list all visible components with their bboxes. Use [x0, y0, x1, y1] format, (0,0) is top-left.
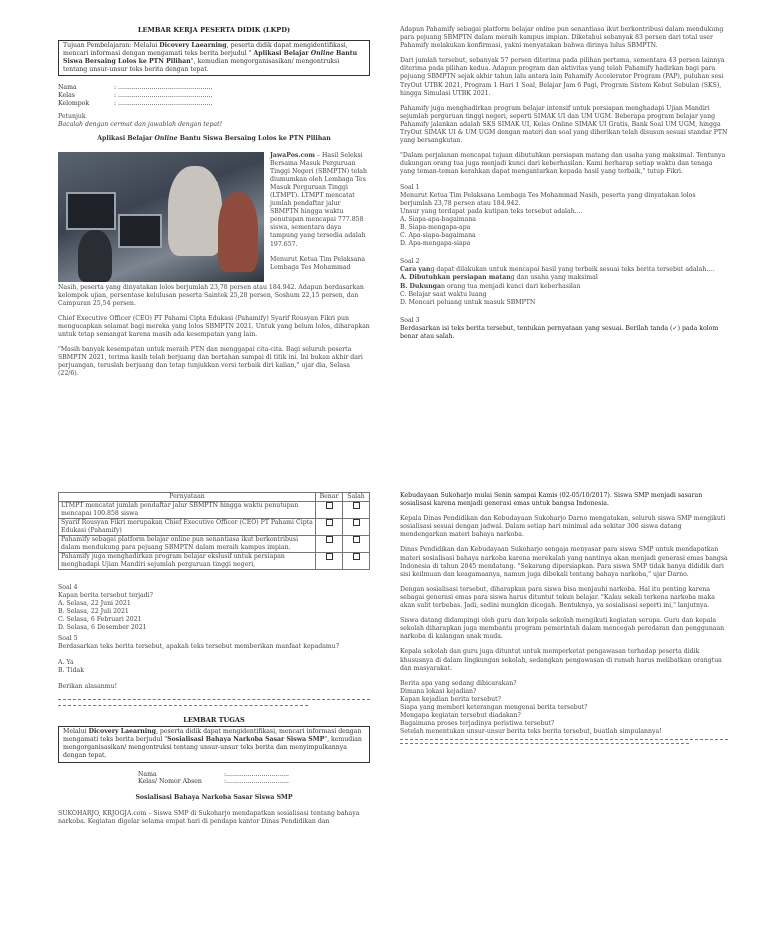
options-list: [400, 216, 728, 248]
article-side-text: JawaPos.com – Hasil Seleksi Bersama Masuk Perguruan Tinggi Negeri (SBMPTN) telah diumumkan oleh Lembaga Tes Masuk Perguruan Tinggi (LTMPT). LTMPT mencatat jumlah pendaftar jalur SBMPTN hingga waktu penutupan mencapai 777.858 siswa, sementara daya tampung yang tersedia adalah 197.657.: [270, 151, 367, 248]
identity-table: [58, 84, 212, 107]
list-item: Kapan kejadian berita tersebut?: [400, 695, 501, 703]
monitor-shape: [118, 214, 162, 248]
article-photo: [58, 152, 264, 282]
article-para: Dinas Pendidikan dan Kebudayaan Sukoharjo sengaja menyasar para siswa SMP untuk mendapatkan materi sosialisasi bahaya narkoba karena merekalah yang nantinya akan menjadi generasi emas bangsa Indonesia di tahun 2045 mendatang. "Sekarang dipersiapkan. Para siswa SMP tidak hanya dididik dari sisi keilmuan dan keagamaanya, namun juga dibekali tentang bahaya narkoba," ujar Darno.: [400, 546, 728, 578]
checkbox-true[interactable]: [326, 502, 333, 509]
option-d[interactable]: D. Mencari peluang untuk masuk SBMPTN: [400, 298, 536, 306]
option-c[interactable]: C. Belajar saat waktu luang: [400, 290, 487, 298]
objective-box: Tujuan Pembelajaran: Melalui Dicovery Laearning, peserta didik dapat mengidentifikasi, mencari informasi dengan mengamati teks berita berjudul " Aplikasi Belajar Online Bantu Siswa Bersaing Lolos ke PTN Pilihan", kemudian mengorganisasikan/ mengontruksi tentang unsur-unsur teks berita dengan tepat.: [58, 40, 370, 76]
answer-line[interactable]: [400, 739, 728, 740]
options-list: [400, 274, 728, 306]
option-b[interactable]: B. Selasa, 22 Juli 2021: [58, 608, 129, 616]
checkbox-false[interactable]: [353, 536, 360, 543]
option-b[interactable]: B. Dukungan orang tua menjadi kunci dari keberhasilan: [400, 282, 581, 290]
table-row: Syarif Rousyan Fikri merupakan Chief Executive Officer (CEO) PT Pahami Cipta Edukasi (Pahamify): [59, 519, 370, 536]
class-number-field[interactable]: :................................: [224, 778, 290, 786]
identity-row: Kelas/ Nomor Absen :................................: [138, 778, 290, 786]
option-a[interactable]: A. Ya: [58, 658, 74, 666]
checkbox-false[interactable]: [353, 502, 360, 509]
page-3: [0, 466, 384, 932]
question-4: Soal 4 Kapan berita tersebut terjadi? A. Selasa, 22 Juni 2021 B. Selasa, 22 Juli 2021 C. Selasa, 6 Februari 2021 D. Selasa, 6 Desember 2021: [58, 584, 370, 633]
header-true: Benar: [316, 493, 343, 502]
person-shape: [78, 230, 112, 282]
page-1: [0, 0, 384, 466]
petunjuk-label: Petunjuk: [58, 113, 86, 121]
name-field[interactable]: : ................................................: [114, 84, 213, 92]
question-3: Soal 3 Berdasarkan isi teks berita tersebut, tentukan pernyataan yang sesuai. Berilah tanda (✓) pada kolom benar atau salah.: [400, 316, 719, 340]
identity-row: Kelas : ................................................: [58, 92, 213, 100]
option-d[interactable]: D. Selasa, 6 Desember 2021: [58, 624, 147, 632]
options-list: [58, 659, 370, 675]
answer-line[interactable]: [58, 705, 308, 706]
option-a[interactable]: A. Siapa-apa-bagaimana: [400, 215, 476, 223]
monitor-shape: [66, 192, 116, 230]
page-4: [384, 466, 768, 932]
checkbox-true[interactable]: [326, 536, 333, 543]
option-a[interactable]: A. Selasa, 22 Juni 2021: [58, 600, 131, 608]
checkbox-true[interactable]: [326, 553, 333, 560]
table-row: Pahamify juga menghadirkan program belajar ekslusif untuk persiapan menghadapi Ujian Mandiri sejumlah perguruan tinggi negeri,: [59, 553, 370, 570]
answer-line[interactable]: [58, 699, 370, 700]
article-para: Pahamify juga menghadirkan program belajar intensif untuk persiapan menghadapi Ujian Mandiri sejumlah perguruan tinggi negeri, seperti SIMAK UI dan UM UGM. Beberapa program belajar yang Pahamify jalankan adalah SKS SIMAK UI, Kelas Online SIMAK UI Gratis, Bank Soal UM UGM, hingga TryOut SIMAK UI & UM UGM dengan materi dan soal yang diberikan telah disusun sesuai standar PTN yang bersangkutan.: [400, 104, 728, 145]
identity-row: Nama : ................................................: [58, 84, 213, 92]
list-item: Siapa yang memberi keterangan mengenai berita tersebut?: [400, 703, 588, 711]
option-c[interactable]: C. Apa-siapa-bagaimana: [400, 232, 476, 240]
table-row: Pahamify sebagai platform belajar online pun senantiasa ikut berkontribusi dalam mendukung para pejuang SBMPTN dalam meraih kampus impian.: [59, 536, 370, 553]
option-c[interactable]: C. Selasa, 6 Februari 2021: [58, 616, 142, 624]
question-5: Soal 5 Berdasarkan teks berita tersebut, apakah teks tersebut memberikan manfaat kepadamu? A. Ya B. Tidak Berikan alasanmu!: [58, 635, 370, 691]
article-para: Dari jumlah tersebut, sebanyak 57 persen diterima pada pilihan pertama, sementara 43 persen lainnya diterima pada pilihan kedua. Adapun program dan aktivitas yang telah Pahamify hadirkan bagi para pejuang SBMPTN sejak akhir tahun lalu antara lain Pahamify Accelerator Program (PAP), puluhan sesi TryOut UTBK 2021, Program 1 Hari 1 Soal, Belajar Jam 6 Pagi, Program Sistem Kebut Sebulan (SKS), hingga Simulasi UTBK 2021.: [400, 57, 725, 97]
checkbox-true[interactable]: [326, 519, 333, 526]
identity-row: Nama :................................: [138, 770, 290, 778]
identity-row: Kelompok : ................................................: [58, 99, 213, 107]
article-para: Siswa datang didampingi oleh guru dan kepala sekolah mengikuti kegiatan serupa. Guru dan kepala sekolah diharapkan juga membantu program pemerintah dalam mencegah peredaran dan penggunaan narkoba di kalangan anak muda.: [400, 617, 725, 641]
article-side-para: Menurut Ketua Tim Pelaksana Lembaga Tes Mohammad: [270, 255, 366, 271]
article-title: Aplikasi Belajar Online Bantu Siswa Bersaing Lolos ke PTN Pilihan: [97, 135, 331, 143]
list-item: Berita apa yang sedang dibicarakan?: [400, 679, 517, 687]
article-para: Chief Executive Officer (CEO) PT Pahami Cipta Edukasi (Pahamify) Syarif Rousyan Fikri pun mengucapkan selamat bagi mereka yang lolos SBMPTN 2021. Untuk yang belum lolos, diharapkan untuk tetap semangat karena masih ada kesempatan yang lain.: [58, 314, 370, 338]
class-field[interactable]: : ................................................: [114, 92, 213, 100]
article-para: Kepala sekolah dan guru juga dituntut untuk memperketat pengawasan terhadap peserta didik khususnya di dalam lingkungan sekolah, sedangkan pengawasan di rumah harus melibatkan orangtua dan masyarakat.: [400, 648, 722, 672]
table-row: LTMPT mencatat jumlah pendaftar jalur SBMPTN hingga waktu penutupan mencapai 100.858 siswa: [59, 502, 370, 519]
person-shape: [168, 166, 222, 256]
table-header-row: [59, 493, 370, 502]
list-item: Bagaimana proses terjadinya peristiwa tersebut?: [400, 720, 555, 728]
article-title: Sosialisasi Bahaya Narkoba Sasar Siswa SMP: [135, 793, 293, 801]
tugas-title: LEMBAR TUGAS: [183, 716, 245, 725]
checkbox-false[interactable]: [353, 519, 360, 526]
tugas-objective-box: Melalui Dicovery Laearning, peserta didik dapat mengidentifikasi, mencari informasi dengan mengamati teks berita berjudul "Sosialisasi Bahaya Narkoba Sasar Siswa SMP", kemudian mengorganisasikan/ mengontruksi tentang unsur-unsur teks berita dan menyimpulkannya dengan tepat.: [58, 726, 370, 762]
lkpd-title: LEMBAR KERJA PESERTA DIDIK (LKPD): [137, 26, 291, 34]
article-lead: SUKOHARJO, KRJOGJA.com – Siswa SMP di Sukoharjo mendapatkan sosialisasi tentang bahaya narkoba. Kegiatan digelar selama empat hari di pendapa kantor Dinas Pendidikan dan: [58, 809, 360, 825]
petunjuk-text: Bacalah dengan cermat dan jawablah dengan tepat!: [58, 121, 223, 129]
answer-line[interactable]: [400, 743, 689, 744]
article-para: Kebudayaan Sukoharjo mulai Senin sampai Kamis (02-05/10/2017). Siswa SMP menjadi sasaran sosialisasi karena menjadi generasi emas untuk bangsa Indonesia.: [400, 492, 703, 508]
options-list: [58, 600, 370, 632]
option-a[interactable]: A. Dibutuhkan persiapan matang dan usaha yang maksimal: [400, 274, 598, 282]
article-para: Nasih, peserta yang dinyatakan lolos berjumlah 23,78 persen atau 184.942. Adapun berdasarkan kelompok ujian, persentase kelulusan peserta Saintek 25,28 persen, Soshum 22,15 persen, dan Campuran 25,54 persen.: [58, 283, 364, 307]
option-d[interactable]: D. Apa-mengapa-siapa: [400, 240, 471, 248]
page-2: [384, 0, 768, 466]
name-field[interactable]: :................................: [224, 770, 290, 778]
list-item: Dimana lokasi kejadian?: [400, 687, 477, 695]
list-item: Mengapa kegiatan tersebut diadakan?: [400, 712, 521, 720]
article-para: Dengan sosialisasi tersebut, diharapkan para siswa bisa menjauhi narkoba. Hal itu penting karena sebagai generasi emas para siswa harus dituntut tekun belajar. "Kalau sekali terkena narkoba maka akan sulit terbebas. Jadi, sedini mungkin dicegah. Bentuknya, ya sosialisasi seperti ini," lanjutnya.: [400, 585, 715, 610]
article-para: Adapun Pahamify sebagai platform belajar online pun senantiasa ikut berkontribusi dalam mendukung para pejuang SBMPTN dalam meraih kampus impian. Diketahui sebanyak 83 persen dari total user Pahamify melakukan konfirmasi, yakni menyatakan bahwa dirinya lulus SBMPTN.: [400, 26, 724, 50]
article-para: "Dalam perjalanan mencapai tujuan dibutuhkan persiapan matang dan usaha yang maksimal. Tentunya dukungan orang tua juga menjadi kunci dari keberhasilan. Kami berharap setiap waktu dan tenaga yang teman-teman kerahkan dapat mengantarkan kepada hasil yang terbaik," tutup Fikri.: [400, 152, 726, 176]
guiding-questions: [400, 680, 728, 737]
statement-table: [58, 492, 370, 570]
question-2: Soal 2 Cara yang dapat dilakukan untuk mencapai hasil yang terbaik sesuai teks berita tersebut adalah.... A. Dibutuhkan persiapan matang dan usaha yang maksimal B. Dukungan orang tua menjadi kunci dari keberhasilan C. Belajar saat waktu luang D. Mencari peluang untuk masuk SBMPTN: [400, 258, 728, 307]
person-shape: [218, 192, 258, 272]
header-statement: Pernyataan: [59, 493, 316, 502]
checkbox-false[interactable]: [353, 553, 360, 560]
question-1: Soal 1 Menurut Ketua Tim Pelaksana Lembaga Tes Mohammad Nasih, peserta yang dinyatakan lolos berjumlah 23,78 persen atau 184.942. Unsur yang terdapat pada kutipan teks tersebut adalah.... A. Siapa-apa-bagaimana B. Siapa-mengapa-apa C. Apa-siapa-bagaimana D. Apa-mengapa-siapa: [400, 184, 728, 249]
header-false: Salah: [343, 493, 370, 502]
identity-table: [138, 771, 289, 786]
list-item: Setelah menentukan unsur-unsur berita teks berita tersebut, buatlah simpulannya!: [400, 728, 662, 736]
option-b[interactable]: B. Tidak: [58, 666, 84, 674]
article-para: "Masih banyak kesempatan untuk meraih PTN dan menggapai cita-cita. Bagi seluruh peserta SBMPTN 2021, terima kasih telah berjuang dan bertahan sampai di titik ini. Ini bukan akhir dari perjuangan, teruslah berjuang dan tetap tunjukkan versi terbaik diri kalian," ujar dia, Selasa (22/6).: [58, 346, 363, 378]
group-field[interactable]: : ................................................: [114, 99, 213, 107]
option-b[interactable]: B. Siapa-mengapa-apa: [400, 223, 471, 231]
article-para: Kepala Dinas Pendidikan dan Kebudayaan Sukoharjo Darno mengatakan, seluruh siswa SMP mengikuti sosialisasi sesuai dengan jadwal. Dalam setiap hari minimal ada sekitar 300 siswa datang mendengarkan materi bahaya narkoba.: [400, 515, 726, 539]
